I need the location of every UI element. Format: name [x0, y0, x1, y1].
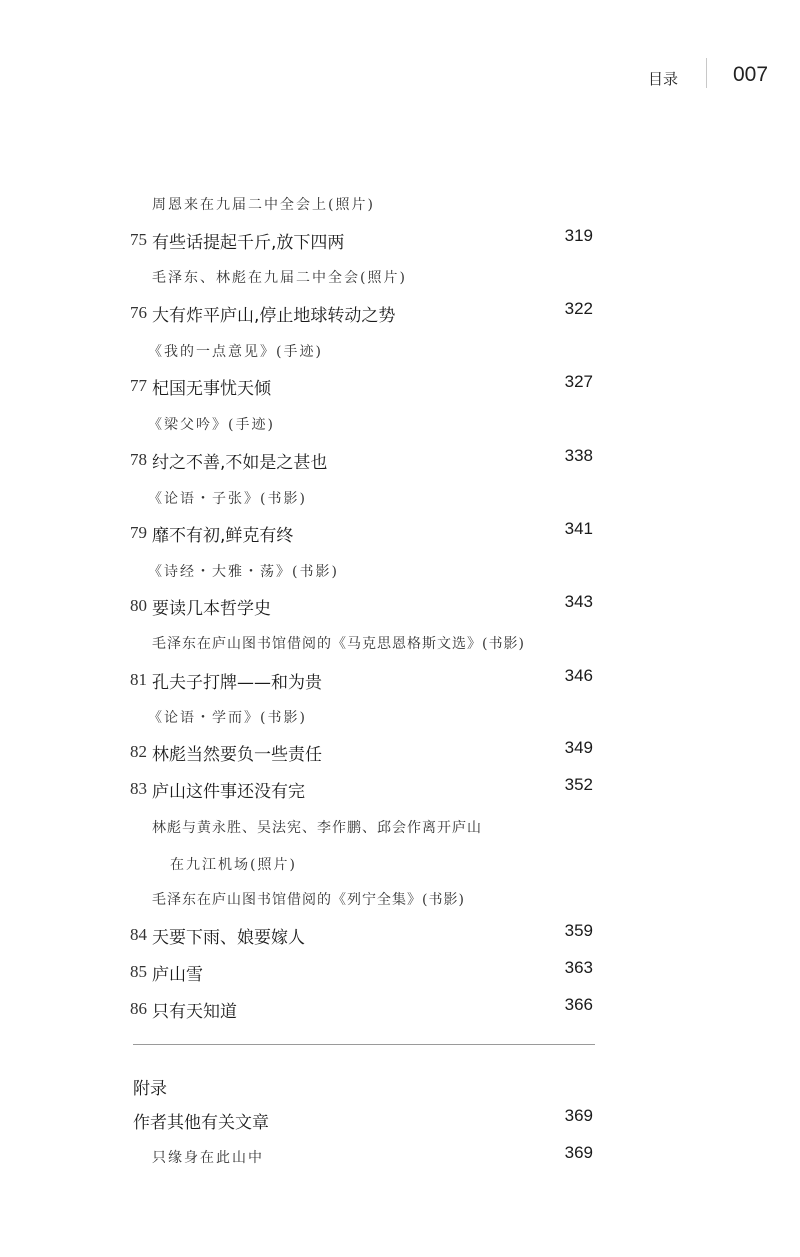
toc-entry — [0, 738, 800, 768]
toc-entry-page: 338 — [564, 446, 593, 465]
toc-subitem — [0, 557, 800, 587]
toc-entry — [0, 226, 800, 256]
toc-entry-page: 322 — [564, 299, 593, 318]
toc-subitem-text: 周恩来在九届二中全会上(照片) — [152, 197, 375, 213]
toc-entry-title: 林彪当然要负一些责任 — [152, 745, 322, 765]
toc-subitem-text: 毛泽东在庐山图书馆借阅的《马克思恩格斯文选》(书影) — [152, 636, 525, 652]
toc-entry — [0, 775, 800, 805]
appendix-heading: 附录 — [133, 1079, 167, 1099]
toc-subitem — [0, 263, 800, 293]
toc-entry-title: 天要下雨、娘要嫁人 — [152, 928, 305, 948]
toc-entry-number: 82 — [130, 742, 147, 761]
toc-subitem-text: 《我的一点意见》(手迹) — [148, 344, 323, 360]
toc-entry-number: 80 — [130, 596, 147, 615]
toc-entry-number: 75 — [130, 230, 147, 249]
toc-subitem-text: 林彪与黄永胜、吴法宪、李作鹏、邱会作离开庐山 — [152, 820, 482, 836]
toc-subitem-text: 《论语・子张》(书影) — [148, 491, 307, 507]
toc-entry — [0, 446, 800, 476]
toc-subitem-text: 《论语・学而》(书影) — [148, 710, 307, 726]
toc-entry-page: 363 — [564, 958, 593, 977]
toc-entry-title: 靡不有初,鲜克有终 — [152, 526, 294, 546]
toc-entry-number: 85 — [130, 962, 147, 981]
toc-subitem — [0, 885, 800, 915]
toc-entry-page: 327 — [564, 372, 593, 391]
toc-entry-number: 79 — [130, 523, 147, 542]
toc-entry-title: 只有天知道 — [152, 1002, 237, 1022]
appendix-entry — [0, 1106, 800, 1136]
toc-entry-number: 81 — [130, 670, 147, 689]
toc-entry-page: 352 — [564, 775, 593, 794]
toc-subitem — [0, 410, 800, 440]
toc-entry-title: 大有炸平庐山,停止地球转动之势 — [152, 306, 396, 326]
toc-entry-number: 83 — [130, 779, 147, 798]
section-divider — [133, 1044, 595, 1045]
toc-subitem-text: 在九江机场(照片) — [170, 857, 297, 873]
toc-entry — [0, 519, 800, 549]
toc-entry-page: 343 — [564, 592, 593, 611]
toc-entry-number: 84 — [130, 925, 147, 944]
appendix-entry-title: 作者其他有关文章 — [133, 1113, 269, 1133]
toc-entry — [0, 592, 800, 622]
toc-entry-title: 有些话提起千斤,放下四两 — [152, 233, 345, 253]
toc-entry — [0, 995, 800, 1025]
toc-subitem-continued — [0, 850, 800, 880]
toc-entry-number: 76 — [130, 303, 147, 322]
toc-subitem — [0, 703, 800, 733]
toc-entry-number: 78 — [130, 450, 147, 469]
toc-subitem — [0, 484, 800, 514]
toc-subitem — [0, 629, 800, 659]
toc-entry-page: 341 — [564, 519, 593, 538]
toc-entry-title: 纣之不善,不如是之甚也 — [152, 453, 328, 473]
appendix-subitem-text: 只缘身在此山中 — [152, 1150, 264, 1166]
toc-entry-page: 366 — [564, 995, 593, 1014]
toc-subitem — [0, 190, 800, 220]
toc-subitem-text: 《梁父吟》(手迹) — [148, 417, 275, 433]
appendix-subitem — [0, 1143, 800, 1173]
appendix-subitem-page: 369 — [564, 1143, 593, 1162]
toc-entry — [0, 666, 800, 696]
toc-entry-title: 庐山这件事还没有完 — [152, 782, 305, 802]
toc-subitem-text: 毛泽东、林彪在九届二中全会(照片) — [152, 270, 407, 286]
toc-subitem — [0, 813, 800, 843]
toc-entry — [0, 921, 800, 951]
header-divider — [706, 58, 707, 88]
toc-entry — [0, 372, 800, 402]
toc-entry-title: 庐山雪 — [152, 965, 203, 985]
toc-subitem — [0, 337, 800, 367]
toc-entry-title: 要读几本哲学史 — [152, 599, 271, 619]
toc-subitem-text: 毛泽东在庐山图书馆借阅的《列宁全集》(书影) — [152, 892, 465, 908]
toc-entry-page: 346 — [564, 666, 593, 685]
toc-entry-number: 86 — [130, 999, 147, 1018]
toc-subitem-text: 《诗经・大雅・荡》(书影) — [148, 564, 339, 580]
appendix-entry-page: 369 — [564, 1106, 593, 1125]
running-header-label: 目录 — [648, 70, 679, 88]
toc-entry — [0, 299, 800, 329]
toc-entry-title: 孔夫子打牌——和为贵 — [152, 673, 322, 693]
toc-entry-page: 349 — [564, 738, 593, 757]
toc-entry-title: 杞国无事忧天倾 — [152, 379, 271, 399]
toc-entry-page: 319 — [564, 226, 593, 245]
toc-entry-page: 359 — [564, 921, 593, 940]
toc-entry — [0, 958, 800, 988]
running-header — [0, 58, 800, 98]
page-number: 007 — [733, 63, 769, 86]
toc-entry-number: 77 — [130, 376, 147, 395]
